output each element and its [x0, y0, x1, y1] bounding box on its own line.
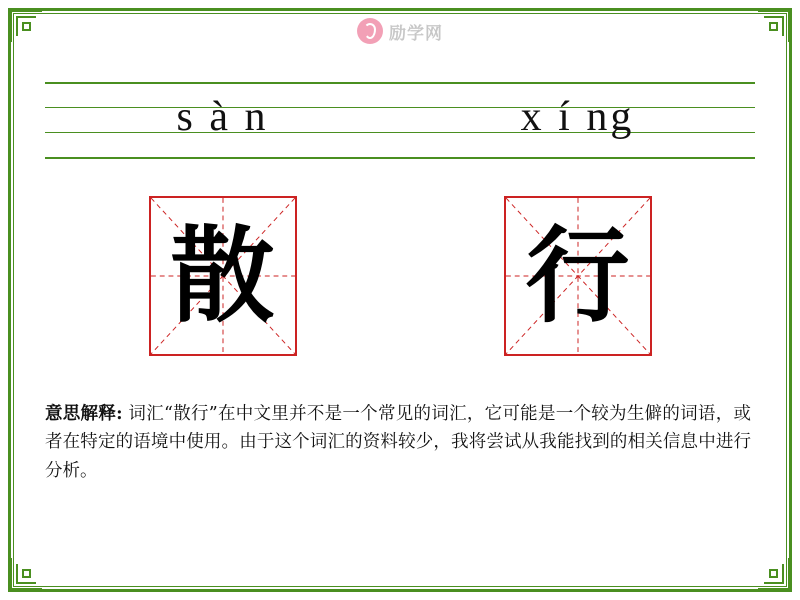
- pinyin-san: s à n: [176, 94, 269, 140]
- corner-ornament-top-right: [756, 10, 790, 44]
- corner-ornament-bottom-right: [756, 556, 790, 590]
- hanzi-glyph-san: 散: [170, 214, 275, 337]
- character-cell-1: [45, 196, 400, 364]
- explanation-block: [45, 400, 751, 485]
- character-grid-row: [45, 196, 755, 364]
- corner-ornament-bottom-left: [10, 556, 44, 590]
- pinyin-row: [45, 82, 755, 160]
- flame-circle-icon: [357, 18, 383, 44]
- tianzige-box-san: [149, 196, 297, 356]
- pinyin-staff: [45, 82, 755, 160]
- corner-ornament-top-left: [10, 10, 44, 44]
- site-logo-text: 励学网: [389, 23, 443, 43]
- explanation-text: 词汇“散行”在中文里并不是一个常见的词汇，它可能是一个较为生僻的词语，或者在特定的语境中使用。由于这个词汇的资料较少，我将尝试从我能找到的相关信息中进行分析。: [45, 404, 751, 481]
- hanzi-glyph-xing: 行: [525, 214, 630, 337]
- tianzige-box-xing: [504, 196, 652, 356]
- character-cell-2: [400, 196, 755, 364]
- pinyin-xing: x í ng: [520, 94, 635, 140]
- explanation-label: 意思解释:: [45, 404, 123, 424]
- site-logo: [357, 18, 443, 44]
